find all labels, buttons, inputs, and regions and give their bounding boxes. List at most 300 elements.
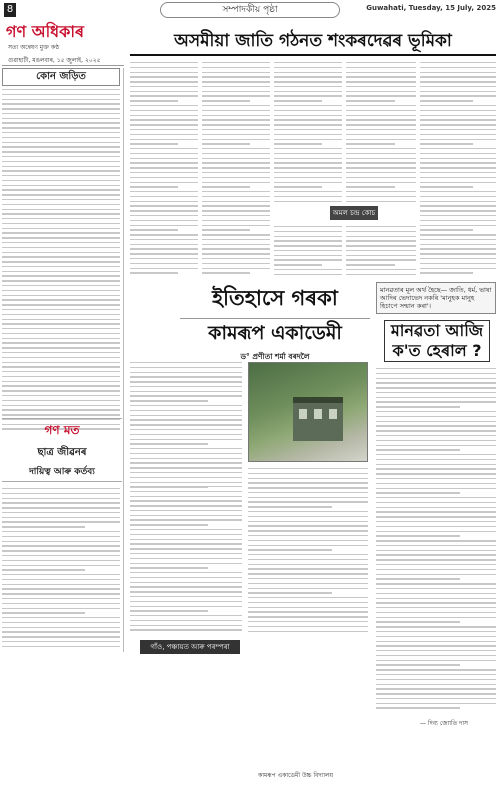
text-line [376,679,496,680]
sidebar-text [376,368,496,712]
text-line [274,100,322,101]
article-byline: অমল চন্দ্ৰ কোচ [330,206,378,220]
main-article-col-1 [130,62,198,277]
text-line [376,478,496,479]
text-line [2,338,120,339]
text-line [2,94,120,95]
text-line [2,156,120,157]
text-line [2,631,120,632]
text-line [376,650,496,651]
text-line [346,119,416,120]
text-line [2,357,120,358]
text-line [420,172,496,173]
text-line [376,554,496,555]
text-line [376,421,496,422]
text-line [130,81,198,82]
text-line [248,611,368,612]
text-line [376,645,496,646]
text-line [130,239,198,240]
text-line [420,272,473,273]
text-line [376,545,496,546]
text-line [2,204,120,205]
text-line [248,568,368,569]
text-line [376,540,496,541]
text-line [130,410,242,411]
text-line [202,115,270,116]
text-line [274,139,342,140]
text-line [2,132,120,133]
text-line [202,134,270,135]
text-line [202,177,270,178]
text-line [346,191,416,192]
text-line [346,67,416,68]
text-line [274,81,342,82]
text-line [274,196,342,197]
text-line [130,596,242,597]
text-line [420,220,496,221]
text-line [248,468,368,469]
text-line [420,210,496,211]
text-line [420,76,496,77]
text-line [346,62,416,63]
text-line [2,161,120,162]
masthead [2,22,124,66]
text-line [420,158,496,159]
text-line [420,91,496,92]
text-line [2,598,120,599]
text-line [420,177,496,178]
text-line [376,535,460,536]
text-line [2,603,120,604]
text-line [130,429,242,430]
article2-title-line2: কামৰূপ একাডেমী [180,318,370,346]
text-line [376,387,496,388]
text-line [274,91,342,92]
text-line [376,459,496,460]
text-line [130,153,198,154]
text-line [346,162,416,163]
text-line [2,579,120,580]
text-line [130,577,242,578]
text-line [2,271,120,272]
text-line [274,269,342,270]
text-line [130,434,242,435]
text-line [346,255,416,256]
text-line [2,526,85,527]
article2-col-1b [130,486,242,634]
text-line [2,118,120,119]
text-line [376,464,496,465]
text-line [130,448,242,449]
text-line [346,274,416,275]
text-line [376,397,496,398]
text-line [202,272,250,273]
text-line [376,626,496,627]
text-line [248,588,368,589]
text-line [274,236,342,237]
text-line [2,641,120,642]
text-line [248,545,368,546]
text-line [2,381,120,382]
text-line [420,253,496,254]
text-line [376,516,496,517]
text-line [420,248,496,249]
text-line [420,263,496,264]
text-line [202,225,270,226]
text-line [2,517,120,518]
main-article-col-2 [202,62,270,277]
text-line [202,124,270,125]
text-line [274,119,342,120]
text-line [274,86,342,87]
text-line [2,323,120,324]
masthead-issue-date: গুৱাহাটী, মঙলবাৰ, ১৫ জুলাই, ২০২৫ [8,57,101,64]
text-line [2,228,120,229]
text-line [130,472,242,473]
text-line [248,525,368,526]
text-line [2,569,85,570]
text-line [420,258,496,259]
text-line [202,201,270,202]
text-line [376,468,496,469]
text-line [346,153,416,154]
text-line [130,258,198,259]
text-line [130,482,242,483]
text-line [420,215,496,216]
text-line [130,177,198,178]
main-article-col-3b [274,226,342,279]
text-line [274,255,342,256]
text-line [130,486,242,487]
article2-signature: কামৰূপ একাডেমী উচ্চ বিদ্যালয় [258,772,334,779]
text-line [420,143,473,144]
text-line [376,617,496,618]
bottom-section-label: গাঁও, পঞ্চায়ত আৰু পৰম্পৰা [140,640,240,654]
text-line [420,182,496,183]
text-line [248,554,368,555]
text-line [376,707,460,708]
text-line [346,100,395,101]
text-line [130,591,242,592]
text-line [420,134,496,135]
text-line [420,234,496,235]
text-line [2,555,120,556]
text-line [130,215,198,216]
text-line [2,142,120,143]
text-line [130,534,242,535]
text-line [346,91,416,92]
text-line [130,129,198,130]
text-line [2,275,120,276]
text-line [202,172,270,173]
text-line [130,419,242,420]
text-line [420,62,496,63]
text-line [248,578,368,579]
text-line [130,272,178,273]
sidebar-title: মানৱতা আজি ক'ত হেৰাল ? [384,320,490,362]
text-line [420,225,496,226]
text-line [346,81,416,82]
article2-title-line1: ইতিহাসে গৰকা [212,286,338,310]
photo-building [293,397,343,441]
text-line [202,253,270,254]
text-line [2,502,120,503]
text-line [130,244,198,245]
text-line [346,236,416,237]
text-line [248,492,368,493]
text-line [274,105,342,106]
text-line [420,81,496,82]
text-line [130,253,198,254]
text-line [202,67,270,68]
text-line [130,386,242,387]
text-line [346,134,416,135]
text-line [420,95,496,96]
text-line [130,572,242,573]
text-line [130,229,178,230]
text-line [130,582,242,583]
text-line [2,565,120,566]
text-line [248,597,368,598]
text-line [420,196,496,197]
text-line [2,252,120,253]
text-line [2,366,120,367]
text-line [130,162,198,163]
text-line [202,76,270,77]
text-line [2,261,120,262]
text-line [130,268,198,269]
text-line [130,629,242,630]
text-line [420,110,496,111]
text-line [420,153,496,154]
text-line [376,688,496,689]
text-line [130,625,242,626]
text-line [346,72,416,73]
text-line [376,602,496,603]
text-line [2,636,120,637]
text-line [274,124,342,125]
text-line [376,392,496,393]
text-line [130,491,242,492]
text-line [130,500,242,501]
text-line [376,636,496,637]
text-line [376,445,496,446]
text-line [376,440,496,441]
text-line [2,166,120,167]
text-line [376,492,460,493]
text-line [346,167,416,168]
text-line [202,81,270,82]
text-line [2,376,120,377]
text-line [248,564,368,565]
text-line [346,172,416,173]
text-line [2,541,120,542]
text-line [202,167,270,168]
article2-author: ড° প্ৰণীতা শৰ্মা বৰদলৈ [240,352,310,361]
text-line [130,143,178,144]
text-line [376,416,496,417]
sidebar-signature: — দিব্য জ্যোতি দাস [420,720,469,727]
text-line [274,76,342,77]
text-line [274,143,322,144]
text-line [274,158,342,159]
text-line [2,362,120,363]
text-line [202,100,250,101]
text-line [420,139,496,140]
text-line [2,180,120,181]
text-line [346,105,416,106]
text-line [376,502,496,503]
text-line [274,250,342,251]
text-line [274,226,342,227]
text-line [130,201,198,202]
text-line [2,608,120,609]
text-line [376,435,496,436]
text-line [130,115,198,116]
text-line [2,256,120,257]
text-line [202,110,270,111]
text-line [130,405,242,406]
text-line [130,539,242,540]
text-line [2,385,120,386]
text-line [248,583,368,584]
text-line [130,210,198,211]
text-line [376,631,496,632]
text-line [130,220,198,221]
text-line [202,215,270,216]
text-line [376,373,496,374]
text-line [274,153,342,154]
text-line [274,231,342,232]
top-strip [0,0,500,22]
text-line [346,250,416,251]
text-line [130,620,242,621]
text-line [130,395,242,396]
text-line [2,108,120,109]
text-line [2,290,120,291]
text-line [376,531,496,532]
text-line [202,129,270,130]
text-line [130,519,242,520]
text-line [420,115,496,116]
text-line [2,189,120,190]
text-line [2,304,120,305]
text-line [274,259,342,260]
text-line [130,100,178,101]
main-article-col-3 [274,62,342,205]
text-line [248,559,368,560]
text-line [376,593,496,594]
opinion-title: ছাত্ৰ জীৱনৰ [37,447,87,458]
text-line [346,76,416,77]
text-line [346,139,416,140]
text-line [130,391,242,392]
text-line [2,352,120,353]
text-line [2,371,120,372]
text-line [2,223,120,224]
article2-photo [248,362,368,462]
text-line [2,488,120,489]
text-line [420,201,496,202]
text-line [274,95,342,96]
text-line [2,498,120,499]
text-line [248,487,368,488]
text-line [346,143,395,144]
text-line [420,268,496,269]
text-line [202,220,270,221]
text-line [346,186,395,187]
text-line [2,593,120,594]
text-line [346,196,416,197]
text-line [2,99,120,100]
text-line [2,507,120,508]
text-line [2,170,120,171]
text-line [2,545,120,546]
text-line [130,458,242,459]
text-line [2,560,120,561]
text-line [376,693,496,694]
text-line [130,225,198,226]
text-line [202,148,270,149]
text-line [376,454,496,455]
text-line [274,191,342,192]
text-line [2,309,120,310]
text-line [274,162,342,163]
text-line [2,247,120,248]
text-line [130,515,242,516]
text-line [376,598,496,599]
text-line [420,86,496,87]
text-line [248,616,368,617]
text-line [2,89,120,90]
text-line [2,299,120,300]
text-line [130,601,242,602]
text-line [130,139,198,140]
main-article-col-4 [346,62,416,205]
text-line [274,72,342,73]
text-line [2,584,120,585]
text-line [376,674,496,675]
text-line [420,105,496,106]
text-line [202,268,270,269]
opinion-text [2,488,120,651]
sidebar-quote: মানৱতাৰ মূল অৰ্থ হৈছে— জাতি, ধৰ্ম, ভাষা আদিৰ ভেদাভেদ নকৰি 'মানুহক মানুহ হিচাপে সন্মান কৰা'। [376,282,496,314]
opinion-subtitle: দায়িত্ব আৰু কৰ্তব্য [29,467,95,477]
text-line [248,497,368,498]
text-line [274,186,322,187]
text-line [2,395,120,396]
text-line [248,540,368,541]
text-line [346,158,416,159]
text-line [2,347,120,348]
opinion-panel-logo: গণ মত [44,423,80,437]
text-line [248,511,368,512]
text-line [202,186,250,187]
text-line [274,110,342,111]
text-line [202,158,270,159]
text-line [2,137,120,138]
text-line [130,182,198,183]
text-line [2,342,120,343]
text-line [2,409,120,410]
page-title: অসমীয়া জাতি গঠনত শংকৰদেৱৰ ভূমিকা [130,26,496,56]
text-line [376,578,460,579]
text-line [2,314,120,315]
text-line [420,124,496,125]
text-line [346,124,416,125]
text-line [346,177,416,178]
text-line [376,425,496,426]
